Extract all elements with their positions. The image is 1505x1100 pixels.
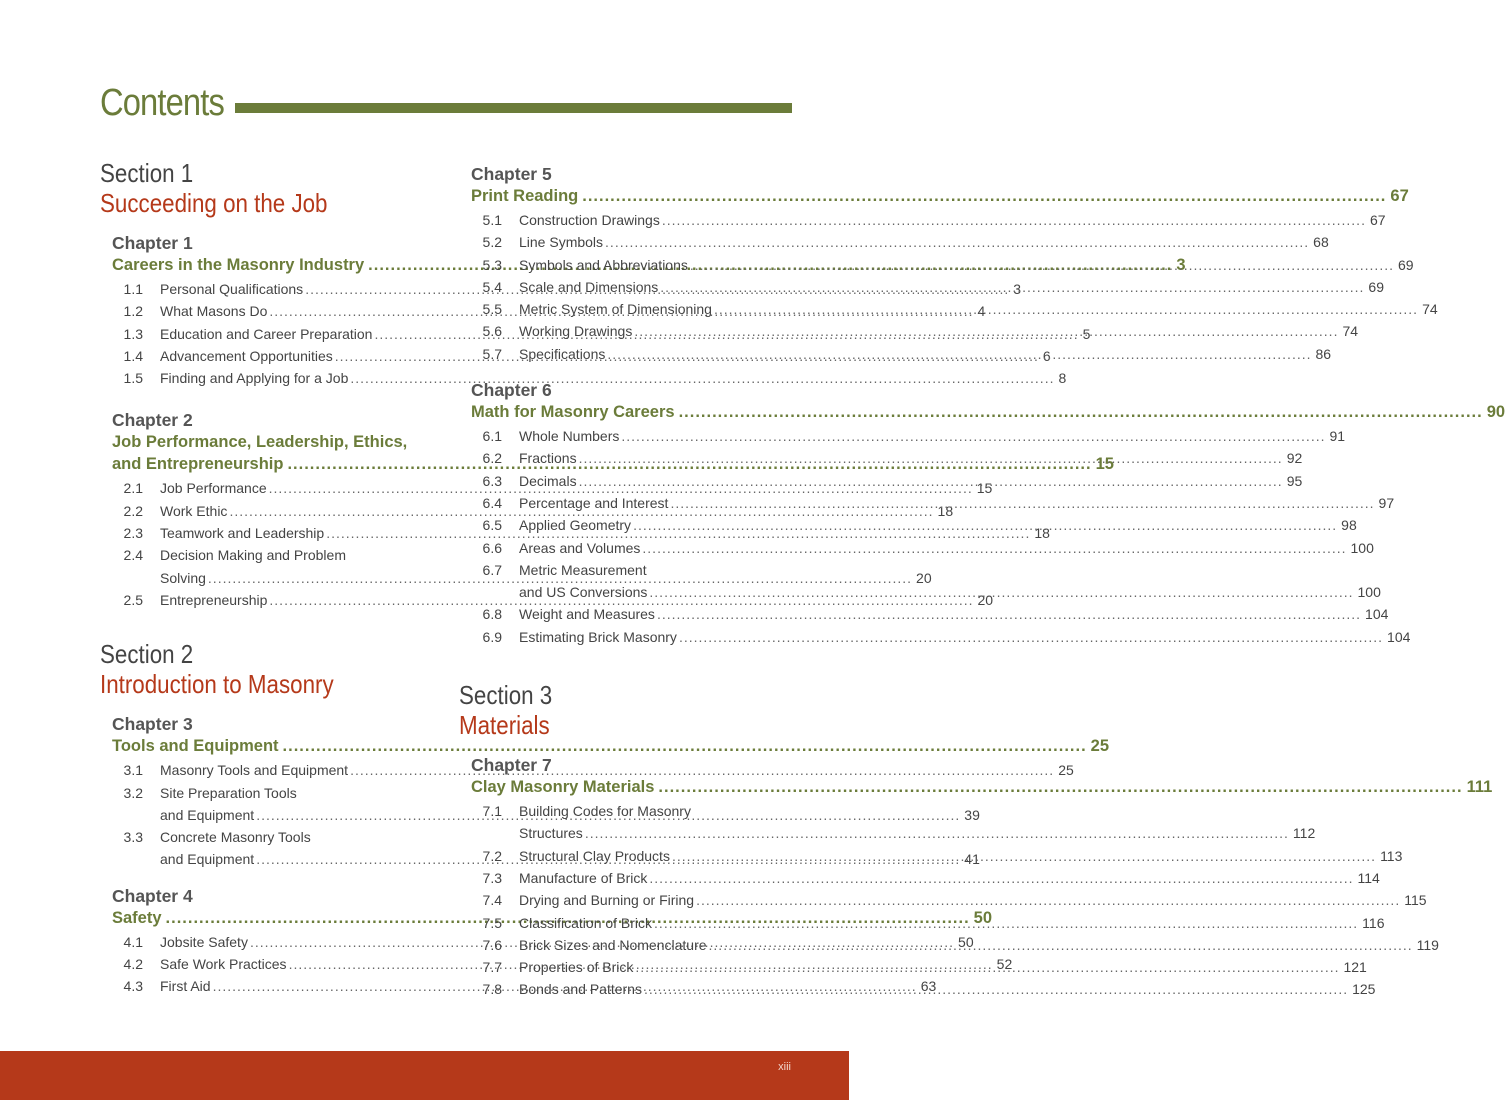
entry-number: 2.1 [123,480,143,497]
entry-page: 67 [1369,212,1386,228]
entry-number: 1.5 [123,370,143,387]
entry-number: 5.4 [482,278,502,295]
toc-entry[interactable] [471,889,1427,911]
toc-entry[interactable] [471,209,1386,231]
entry-title: Brick Sizes and Nomenclature [519,936,707,953]
entry-number: 1.2 [123,303,143,320]
entry-title: Estimating Brick Masonry [519,628,677,645]
toc-entry[interactable] [471,626,1411,648]
entry-page: 98 [1341,517,1357,534]
section-number: Section 2 [100,639,194,670]
entry-page: 18 [937,502,954,519]
dot-leader [654,912,1358,934]
chapter-page: 3 [1176,256,1186,274]
entry-title: Structural Clay Products [519,847,670,864]
entry-page: 91 [1329,428,1346,445]
section-title: Materials [459,710,550,741]
dot-leader [672,845,1376,867]
entry-title: Classification of Brick [519,914,653,931]
entry-page: 3 [1013,281,1022,297]
entry-number: 5.6 [482,323,502,340]
entry-title: Jobsite Safety [160,933,248,950]
dot-leader [662,209,1366,231]
dot-leader [649,581,1353,603]
entry-number: 7.3 [482,869,502,886]
entry-page: 121 [1343,959,1367,976]
chapter-title-link[interactable] [471,776,1493,798]
chapter-label: Chapter 3 [112,714,193,735]
entry-number: 6.1 [482,428,502,445]
entry-title: Construction Drawings [519,212,660,228]
chapter-block [471,163,1438,365]
entry-title: Manufacture of Brick [519,869,648,886]
chapter-page: 50 [973,908,993,927]
dot-leader [582,185,1386,207]
chapter-title-link[interactable] [471,401,1505,423]
dot-leader [660,276,1364,298]
entry-page: 41 [964,851,980,868]
entry-number: 2.2 [123,502,143,519]
entry-title: Decimals [519,472,577,489]
entry-page: 119 [1416,936,1439,953]
entry-page: 4 [977,303,986,320]
toc-entry[interactable] [471,298,1438,320]
entry-number: 6.9 [482,628,502,645]
entry-title: Line Symbols [519,234,604,251]
entry-number: 7.4 [482,892,502,909]
dot-leader [649,867,1353,889]
toc-entry[interactable] [112,367,1067,389]
entry-page: 69 [1368,278,1384,295]
entry-number: 7.8 [482,981,502,998]
page-number: xiii [778,1061,791,1073]
entry-page: 125 [1352,981,1376,998]
entry-title: Metric Measurement [519,561,647,578]
dot-leader [657,603,1361,625]
dot-leader [635,956,1339,978]
entry-title: Decision Making and Problem [160,547,346,564]
chapter-page: 15 [1095,455,1114,474]
dot-leader [634,320,1338,342]
entry-title-cont: Structures [519,825,583,842]
entry-page: 95 [1286,472,1303,489]
dot-leader [585,822,1289,844]
chapter-label: Chapter 1 [112,233,193,253]
entry-number: 7.2 [482,847,502,864]
dot-leader [633,514,1337,536]
entry-page: 104 [1387,628,1411,645]
entry-page: 86 [1315,345,1332,362]
toc-entry[interactable] [471,254,1414,276]
entry-page: 52 [996,956,1013,973]
section-title: Introduction to Masonry [100,669,334,700]
entry-number: 1.3 [123,325,143,342]
title-rule [235,103,792,113]
entry-title: Drying and Burning or Firing [519,892,695,909]
entry-title: Job Performance [160,480,267,497]
entry-title: Finding and Applying for a Job [160,370,349,387]
entry-title: Masonry Tools and Equipment [160,762,349,779]
entry-page: 97 [1378,494,1395,511]
entry-title: Areas and Volumes [519,539,641,556]
entry-number: 3.3 [123,829,143,846]
entry-number: 5.3 [482,256,502,273]
entry-title: Fractions [519,450,577,467]
entry-page: 6 [1042,347,1051,364]
entry-number: 3.2 [123,784,143,801]
entry-title: Work Ethic [160,502,228,519]
dot-leader [714,298,1418,320]
dot-leader [579,447,1283,469]
entry-number: 7.7 [482,959,502,976]
entry-number: 6.4 [482,494,502,511]
dot-leader [642,537,1346,559]
dot-leader [644,978,1348,1000]
chapter-label: Chapter 6 [471,380,552,401]
entry-number: 2.3 [123,525,143,542]
entry-page: 74 [1422,301,1438,318]
entry-number: 6.8 [482,606,502,623]
entry-number: 7.5 [482,914,502,931]
chapter-title: Print Reading [471,187,579,205]
entry-title: First Aid [160,978,211,995]
toc-entry[interactable] [471,867,1380,889]
dot-leader [605,231,1309,253]
entry-title: Weight and Measures [519,606,655,623]
entry-number: 7.6 [482,936,502,953]
section-title: Succeeding on the Job [100,188,328,218]
entry-page: 113 [1380,847,1403,864]
entry-page: 112 [1292,825,1316,842]
chapter-page: 67 [1390,187,1409,205]
entry-title: Metric System of Dimensioning [519,301,712,318]
entry-title: Teamwork and Leadership [160,525,325,542]
entry-page: 50 [958,933,974,950]
entry-page: 25 [1058,762,1074,779]
entry-page: 116 [1362,914,1385,931]
entry-title: Building Codes for Masonry [519,803,691,820]
chapter-page: 90 [1486,403,1505,422]
entry-title: Concrete Masonry Tools [160,829,311,846]
entry-page: 115 [1404,892,1427,909]
entry-number: 1.1 [123,281,143,297]
entry-number: 6.7 [482,561,502,578]
entry-page: 18 [1034,525,1050,542]
section-heading [100,158,426,218]
entry-title: Personal Qualifications [160,281,304,297]
chapter-title: Clay Masonry Materials [471,778,655,797]
toc-entry[interactable] [471,425,1346,447]
toc-entry[interactable] [471,276,1384,298]
footer-bar [0,1051,849,1100]
entry-number: 6.2 [482,450,502,467]
dot-leader [679,626,1383,648]
entry-number: 5.1 [482,212,502,228]
entry-number: 6.5 [482,517,502,534]
chapter-title: Tools and Equipment [112,737,279,756]
dot-leader [607,343,1311,365]
toc-entry[interactable] [471,537,1374,559]
entry-title: Applied Geometry [519,517,632,534]
entry-page: 92 [1286,450,1303,467]
entry-title-cont: Solving [160,569,206,586]
toc-entry[interactable] [471,603,1389,625]
entry-page: 39 [964,806,980,823]
dot-leader [670,492,1374,514]
entry-title: Properties of Brick [519,959,634,976]
entry-number: 4.1 [123,933,143,950]
entry-page: 104 [1365,606,1389,623]
entry-title: Safe Work Practices [160,956,287,973]
entry-page: 114 [1357,869,1380,886]
toc-entry[interactable] [471,231,1329,253]
entry-title-cont: and US Conversions [519,584,648,601]
chapter-title: Math for Masonry Careers [471,403,675,422]
chapter-label: Chapter 7 [471,755,552,776]
entry-number: 5.2 [482,234,502,251]
section-number: Section 3 [459,680,553,711]
entry-title: Bonds and Patterns [519,981,642,998]
entry-page: 5 [1082,325,1091,342]
entry-title: Scale and Dimensions [519,278,659,295]
entry-title: Specifications [519,345,606,362]
entry-page: 15 [976,480,993,497]
dot-leader [709,934,1413,956]
entry-title: Site Preparation Tools [160,784,297,801]
entry-title: Advancement Opportunities [160,347,333,364]
chapter-page: 25 [1090,737,1110,756]
entry-page: 63 [920,978,937,995]
chapter-title: and Entrepreneurship [112,455,284,474]
entry-title: Percentage and Interest [519,494,669,511]
entry-title: Entrepreneurship [160,591,268,608]
entry-page: 100 [1350,539,1374,556]
dot-leader [579,470,1283,492]
chapter-label: Chapter 4 [112,885,193,906]
entry-page: 8 [1058,370,1067,387]
entry-number: 4.3 [123,978,143,995]
chapter-label: Chapter 5 [471,164,552,184]
toc-entry[interactable] [471,343,1332,365]
entry-list [471,209,1438,365]
dot-leader [690,254,1394,276]
chapter-title-line1[interactable]: Job Performance, Leadership, Ethics, [112,433,408,452]
dot-leader [621,425,1325,447]
entry-number: 5.7 [482,345,502,362]
entry-title: What Masons Do [160,303,268,320]
entry-title-cont: and Equipment [160,851,255,868]
section-heading [459,680,783,740]
chapter-label: Chapter 2 [112,410,193,431]
entry-page: 74 [1342,323,1359,340]
chapter-page: 111 [1466,778,1493,797]
entry-page: 69 [1397,256,1414,273]
section-heading [100,639,426,699]
entry-number: 6.3 [482,472,502,489]
entry-number: 1.4 [123,347,143,364]
entry-number: 2.4 [123,547,143,564]
page-title: Contents [100,82,224,124]
entry-page: 100 [1357,584,1381,601]
entry-title: Symbols and Abbreviations [519,256,688,273]
entry-number: 6.6 [482,539,502,556]
entry-page: 68 [1313,234,1329,251]
entry-number: 4.2 [123,956,143,973]
section-number: Section 1 [100,158,194,188]
dot-leader [696,889,1400,911]
dot-leader [658,776,1462,798]
dot-leader [679,401,1483,423]
entry-number: 3.1 [123,762,143,779]
chapter-title: Careers in the Masonry Industry [112,256,365,274]
entry-title: Whole Numbers [519,428,620,445]
entry-page: 20 [916,569,932,586]
entry-number: 5.5 [482,301,502,318]
chapter-title: Safety [112,908,162,927]
entry-title-cont: and Equipment [160,806,255,823]
entry-page: 20 [977,591,994,608]
entry-number: 2.5 [123,591,143,608]
toc-entry[interactable] [471,320,1359,342]
entry-title: Working Drawings [519,323,633,340]
entry-title: Education and Career Preparation [160,325,373,342]
chapter-title-link[interactable] [112,735,1110,757]
chapter-title-link[interactable] [471,185,1409,207]
entry-number: 7.1 [482,803,502,820]
